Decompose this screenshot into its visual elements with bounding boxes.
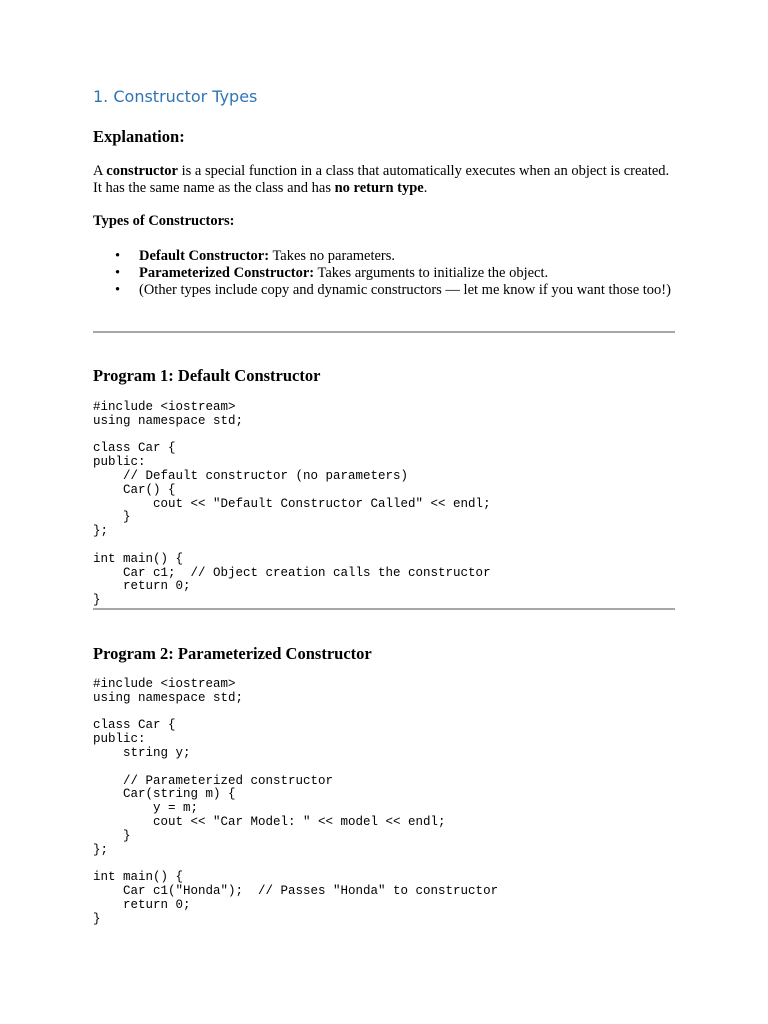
explanation-paragraph (93, 163, 675, 197)
bullet-icon: • (115, 282, 121, 298)
divider (93, 608, 675, 610)
list-item-text: Takes arguments to initialize the object. (314, 265, 549, 281)
bullet-icon: • (115, 248, 121, 264)
bullet-icon: • (115, 265, 121, 281)
list-item-term: Default Constructor: (139, 248, 270, 264)
page-title: 1. Constructor Types (93, 87, 258, 106)
list-item (93, 248, 675, 265)
list-item-text: (Other types include copy and dynamic constructors — let me know if you want those too!) (139, 282, 671, 298)
list-item-term: Parameterized Constructor: (139, 265, 315, 281)
program1-code-block: #include <iostream> using namespace std; class Car { public: // Default constructor (no parameters) Car() { cout << "Default Constructor Called" << endl; } }; int main() { Car c1; // Object creation calls the constructor return 0; } (93, 400, 491, 608)
program2-code-block: #include <iostream> using namespace std; class Car { public: string y; // Parameterized constructor Car(string m) { y = m; cout << "Car Model: " << model << endl; } }; int main() { Car c1("Honda"); // Passes "Honda" to constructor return 0; } (93, 677, 499, 926)
explanation-heading: Explanation: (93, 127, 185, 146)
constructor-types-list (93, 248, 675, 299)
program1-heading: Program 1: Default Constructor (93, 366, 321, 385)
types-heading: Types of Constructors: (93, 213, 235, 229)
program2-heading: Program 2: Parameterized Constructor (93, 644, 372, 663)
list-item (93, 265, 675, 282)
explanation-text-a: A (93, 163, 107, 179)
explanation-text-c: is a special function in a class that automatically executes when an object is created. It has the same name as the class and has (93, 163, 670, 196)
list-item-text: Takes no parameters. (269, 248, 396, 264)
explanation-term-no-return-type: no return type (334, 180, 424, 196)
explanation-text-e: . (423, 180, 428, 196)
divider (93, 331, 675, 333)
list-item (93, 282, 675, 299)
explanation-term-constructor: constructor (106, 163, 178, 179)
